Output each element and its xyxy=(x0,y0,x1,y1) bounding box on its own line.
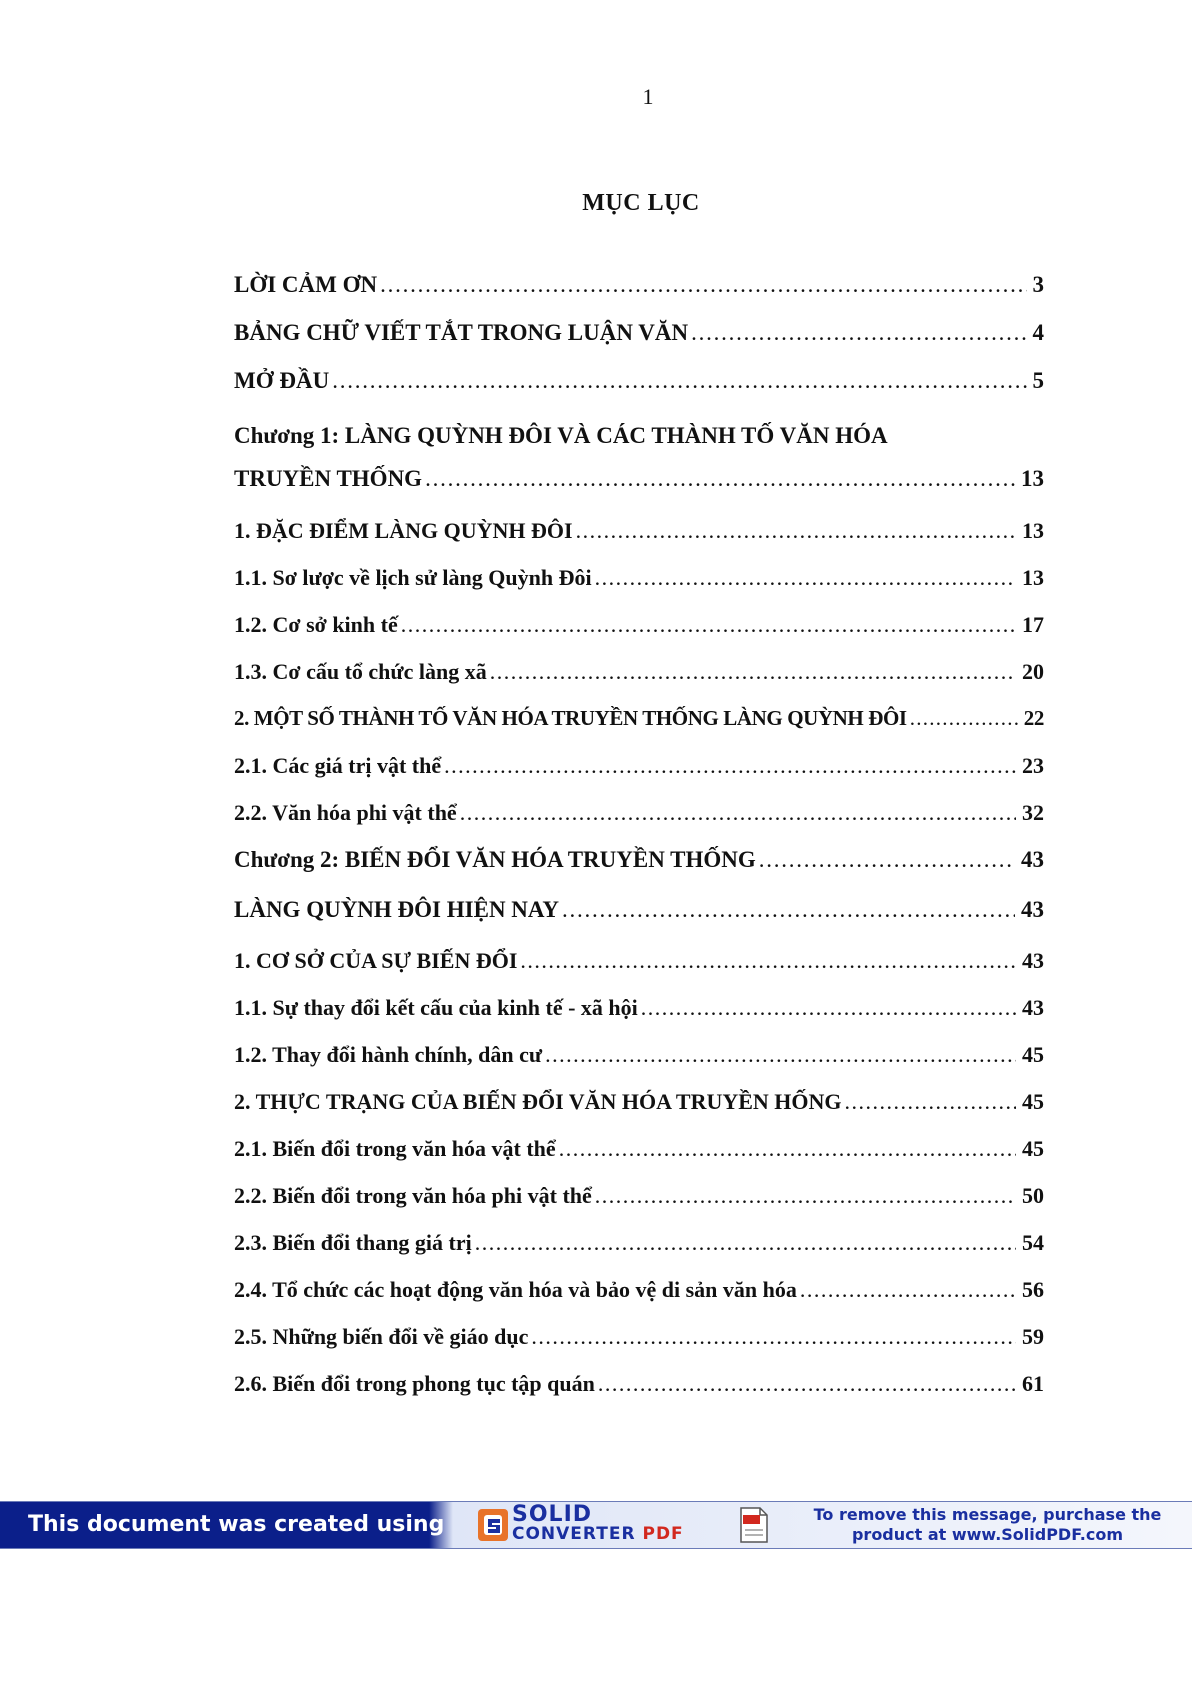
toc-entry[interactable] xyxy=(234,1324,1044,1350)
toc-entry-label: 1. CƠ SỞ CỦA SỰ BIẾN ĐỔI xyxy=(234,948,518,973)
toc-leader-dots xyxy=(576,518,1016,544)
toc-leader-dots xyxy=(490,659,1016,685)
toc-leader-dots xyxy=(520,948,1016,974)
toc-entry[interactable] xyxy=(234,320,1044,346)
banner-brand-line1: SOLID xyxy=(512,1502,593,1527)
toc-entry[interactable] xyxy=(234,753,1044,779)
toc-leader-dots xyxy=(641,995,1016,1021)
toc-entry-label: 2.4. Tổ chức các hoạt động văn hóa và bảo vệ di sản văn hóa xyxy=(234,1277,797,1302)
toc-entry[interactable] xyxy=(234,272,1044,298)
toc-entry-page: 13 xyxy=(1022,565,1044,590)
toc-entry-page: 45 xyxy=(1022,1136,1044,1161)
toc-leader-dots xyxy=(595,1183,1016,1209)
toc-entry[interactable] xyxy=(234,706,1044,731)
toc-entry[interactable] xyxy=(234,897,1044,923)
toc-leader-dots xyxy=(531,1324,1016,1350)
toc-entry-label: 1.1. Sự thay đổi kết cấu của kinh tế - xã hội xyxy=(234,995,638,1020)
toc-entry-page: 17 xyxy=(1022,612,1044,637)
toc-entry-label: TRUYỀN THỐNG xyxy=(234,466,423,491)
toc-entry[interactable] xyxy=(234,1371,1044,1397)
toc-entry-label: 1.1. Sơ lược về lịch sử làng Quỳnh Đôi xyxy=(234,565,592,590)
toc-entry[interactable] xyxy=(234,1042,1044,1068)
toc-entry[interactable] xyxy=(234,565,1044,591)
toc-entry-label: 2.1. Các giá trị vật thể xyxy=(234,753,442,778)
toc-entry-page: 32 xyxy=(1022,800,1044,825)
toc-leader-dots xyxy=(759,847,1015,873)
toc-entry-page: 23 xyxy=(1022,753,1044,778)
toc-entry[interactable] xyxy=(234,1089,1044,1115)
toc-entry-label: 1.2. Thay đổi hành chính, dân cư xyxy=(234,1042,543,1067)
toc-entry-page: 4 xyxy=(1032,320,1044,345)
toc-leader-dots xyxy=(332,368,1026,394)
toc-entry[interactable] xyxy=(234,368,1044,394)
toc-entry[interactable] xyxy=(234,612,1044,638)
toc-entry-page: 43 xyxy=(1022,995,1044,1020)
banner-brand-pdf: PDF xyxy=(642,1524,684,1544)
toc-leader-dots xyxy=(800,1277,1016,1303)
toc-entry[interactable] xyxy=(234,1183,1044,1209)
banner-right-text[interactable] xyxy=(790,1505,1185,1545)
banner-left-text: This document was created using xyxy=(28,1512,445,1537)
toc-leader-dots xyxy=(444,753,1016,779)
toc-entry[interactable] xyxy=(234,1136,1044,1162)
toc-leader-dots xyxy=(401,612,1016,638)
toc-entry-page: 56 xyxy=(1022,1277,1044,1302)
toc-entry-page: 20 xyxy=(1022,659,1044,684)
toc-entry-label: 2.3. Biến đổi thang giá trị xyxy=(234,1230,472,1255)
toc-entry[interactable] xyxy=(234,1277,1044,1303)
toc-leader-dots xyxy=(910,706,1018,731)
toc-entry-label: LỜI CẢM ƠN xyxy=(234,272,378,297)
toc-entry-page: 43 xyxy=(1021,897,1044,922)
banner-right-line1: To remove this message, purchase the xyxy=(813,1505,1162,1524)
toc-leader-dots xyxy=(845,1089,1016,1115)
toc-entry-label: Chương 2: BIẾN ĐỔI VĂN HÓA TRUYỀN THỐNG xyxy=(234,847,756,872)
toc-entry-page: 45 xyxy=(1022,1089,1044,1114)
toc-leader-dots xyxy=(380,272,1026,298)
toc-entry-label: 1.3. Cơ cấu tổ chức làng xã xyxy=(234,659,487,684)
toc-entry-page: 13 xyxy=(1021,466,1044,491)
toc-entry-page: 54 xyxy=(1022,1230,1044,1255)
toc-entry[interactable] xyxy=(234,659,1044,685)
watermark-banner[interactable] xyxy=(0,1501,1192,1549)
toc-entry-label: 2.1. Biến đổi trong văn hóa vật thể xyxy=(234,1136,556,1161)
toc-entry-page: 3 xyxy=(1032,272,1044,297)
toc-entry-page: 5 xyxy=(1032,368,1044,393)
toc-leader-dots xyxy=(425,466,1015,492)
toc-entry-label: 1. ĐẶC ĐIỂM LÀNG QUỲNH ĐÔI xyxy=(234,518,573,543)
toc-entry-page: 50 xyxy=(1022,1183,1044,1208)
toc-leader-dots xyxy=(562,897,1015,923)
toc-leader-dots xyxy=(598,1371,1016,1397)
toc-entry-label: LÀNG QUỲNH ĐÔI HIỆN NAY xyxy=(234,897,560,922)
banner-right-line2: product at www.SolidPDF.com xyxy=(851,1525,1124,1544)
toc-entry-label: 2.5. Những biến đổi về giáo dục xyxy=(234,1324,529,1349)
toc-entry[interactable] xyxy=(234,466,1044,492)
toc-entry-label: 2.6. Biến đổi trong phong tục tập quán xyxy=(234,1371,595,1396)
toc-entry-label: 2.2. Biến đổi trong văn hóa phi vật thể xyxy=(234,1183,592,1208)
toc-leader-dots xyxy=(475,1230,1016,1256)
toc-entry-page: 43 xyxy=(1022,948,1044,973)
toc-entry[interactable] xyxy=(234,948,1044,974)
banner-brand-line2 xyxy=(512,1524,684,1544)
toc-entry-page: 59 xyxy=(1022,1324,1044,1349)
toc-entry-label: 2. MỘT SỐ THÀNH TỐ VĂN HÓA TRUYỀN THỐNG LÀNG QUỲNH ĐÔI xyxy=(234,706,907,730)
toc-entry-page: 45 xyxy=(1022,1042,1044,1067)
toc-entry-label: 1.2. Cơ sở kinh tế xyxy=(234,612,398,637)
page-number: 1 xyxy=(642,84,654,109)
toc-leader-dots xyxy=(595,565,1016,591)
toc-entry-page: 13 xyxy=(1022,518,1044,543)
toc-entry[interactable] xyxy=(234,995,1044,1021)
solid-logo-icon xyxy=(474,1505,514,1545)
toc-leader-dots xyxy=(559,1136,1016,1162)
toc-entry[interactable] xyxy=(234,1230,1044,1256)
toc-entry-page: 43 xyxy=(1021,847,1044,872)
toc-title: MỤC LỤC xyxy=(582,190,700,216)
toc-leader-dots xyxy=(545,1042,1016,1068)
toc-leader-dots xyxy=(691,320,1026,346)
pdf-document-icon xyxy=(738,1505,770,1545)
toc-entry-label: 2. THỰC TRẠNG CỦA BIẾN ĐỔI VĂN HÓA TRUYỀN HỐNG xyxy=(234,1089,842,1114)
toc-entry[interactable] xyxy=(234,847,1044,873)
toc-entry-label: BẢNG CHỮ VIẾT TẮT TRONG LUẬN VĂN xyxy=(234,320,689,345)
toc-entry-label: MỞ ĐẦU xyxy=(234,368,330,393)
toc-leader-dots xyxy=(460,800,1016,826)
toc-entry[interactable] xyxy=(234,800,1044,826)
toc-entry-label: 2.2. Văn hóa phi vật thể xyxy=(234,800,457,825)
toc-entry-label-line1[interactable]: Chương 1: LÀNG QUỲNH ĐÔI VÀ CÁC THÀNH TỐ VĂN HÓA xyxy=(234,423,888,448)
toc-entry-page: 61 xyxy=(1022,1371,1044,1396)
banner-brand-converter: CONVERTER xyxy=(512,1524,636,1544)
toc-entry-page: 22 xyxy=(1023,706,1044,730)
toc-entry[interactable] xyxy=(234,518,1044,544)
